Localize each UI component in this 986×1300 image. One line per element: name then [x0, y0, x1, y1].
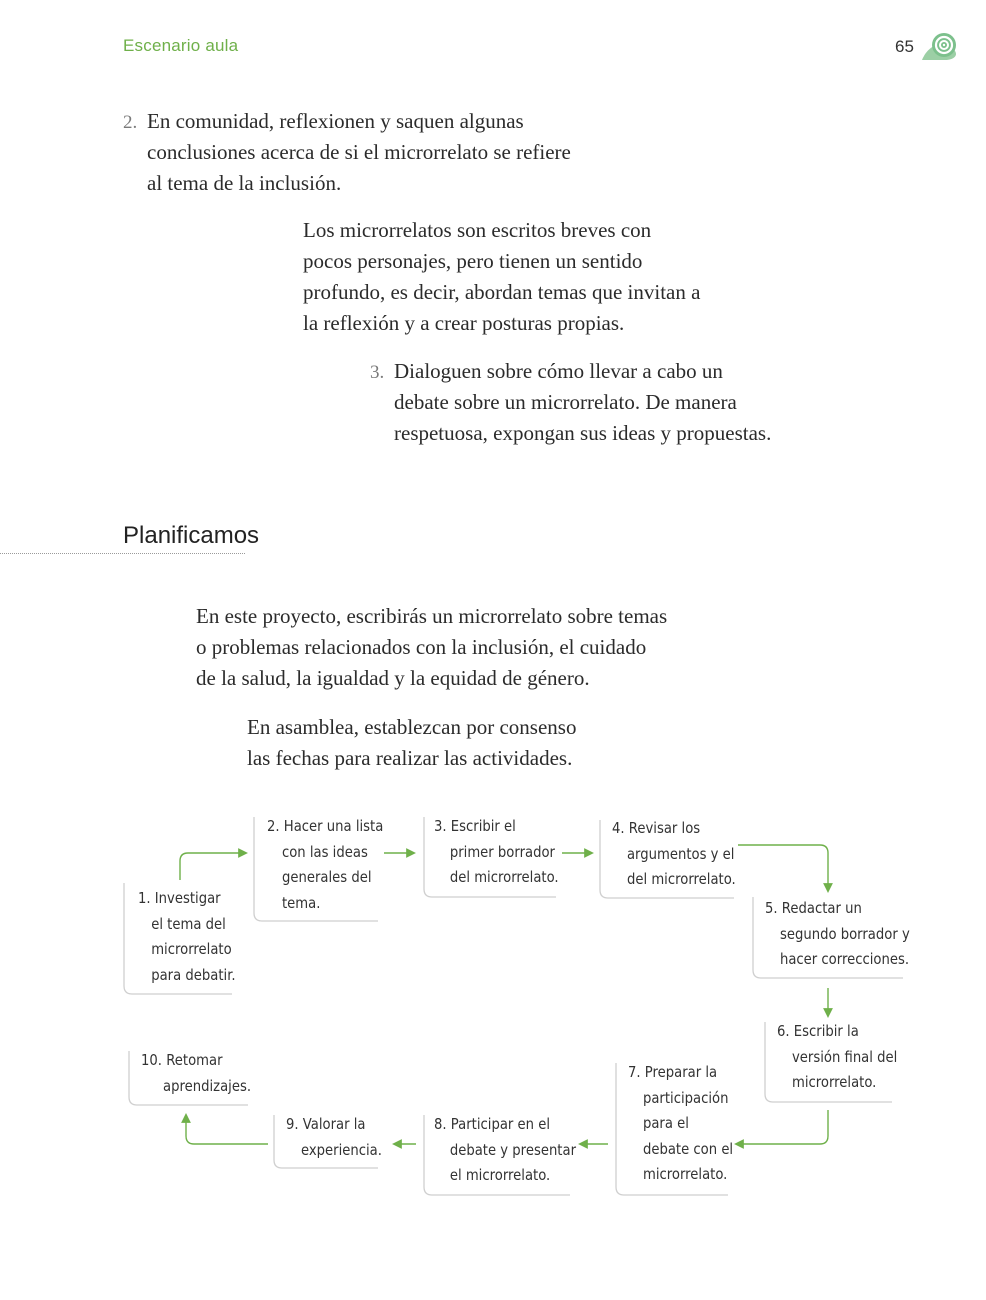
arrow-4-5	[738, 845, 828, 891]
step-10: 10. Retomar aprendizajes.	[141, 1051, 252, 1095]
section-title: Planificamos	[123, 522, 260, 549]
header-section-title: Escenario aula	[123, 36, 239, 55]
step-8: 8. Participar en el debate y presentar el microrrelato.	[434, 1115, 577, 1184]
step-9: 9. Valorar la experiencia.	[286, 1115, 382, 1159]
item-2-text: En comunidad, reflexionen y saquen algunas conclusiones acerca de si el microrrelato se refiere al tema de la inclusión.	[147, 109, 571, 195]
arrow-1-2	[180, 853, 246, 880]
page-number: 65	[895, 37, 914, 56]
arrow-9-10	[186, 1115, 268, 1144]
planning-paragraph: En este proyecto, escribirás un microrrelato sobre temas o problemas relacionados con la inclusión, el cuidado de la salud, la igualdad y la equidad de género.	[196, 604, 668, 690]
step-3: 3. Escribir el primer borrador del microrrelato.	[434, 817, 559, 886]
item-3-text: Dialoguen sobre cómo llevar a cabo un debate sobre un microrrelato. De manera respetuosa, expongan sus ideas y propuestas.	[394, 359, 772, 445]
step-1: 1. Investigar el tema del microrrelato para debatir.	[138, 889, 236, 984]
item-3-number: 3.	[370, 362, 385, 383]
assembly-paragraph: En asamblea, establezcan por consenso las fechas para realizar las actividades.	[247, 715, 577, 770]
step-2: 2. Hacer una lista con las ideas generales del tema.	[267, 817, 384, 912]
item-2-number: 2.	[123, 112, 138, 133]
arrow-6-7	[736, 1110, 828, 1144]
step-4: 4. Revisar los argumentos y el del microrrelato.	[612, 819, 736, 888]
step-7: 7. Preparar la participación para el debate con el microrrelato.	[628, 1063, 734, 1183]
microrrelato-definition: Los microrrelatos son escritos breves con pocos personajes, pero tienen un sentido profundo, es decir, abordan temas que invitan a la reflexión y a crear posturas propias.	[303, 218, 701, 335]
step-5: 5. Redactar un segundo borrador y hacer correcciones.	[765, 899, 910, 968]
step-6: 6. Escribir la versión final del microrrelato.	[777, 1022, 898, 1091]
